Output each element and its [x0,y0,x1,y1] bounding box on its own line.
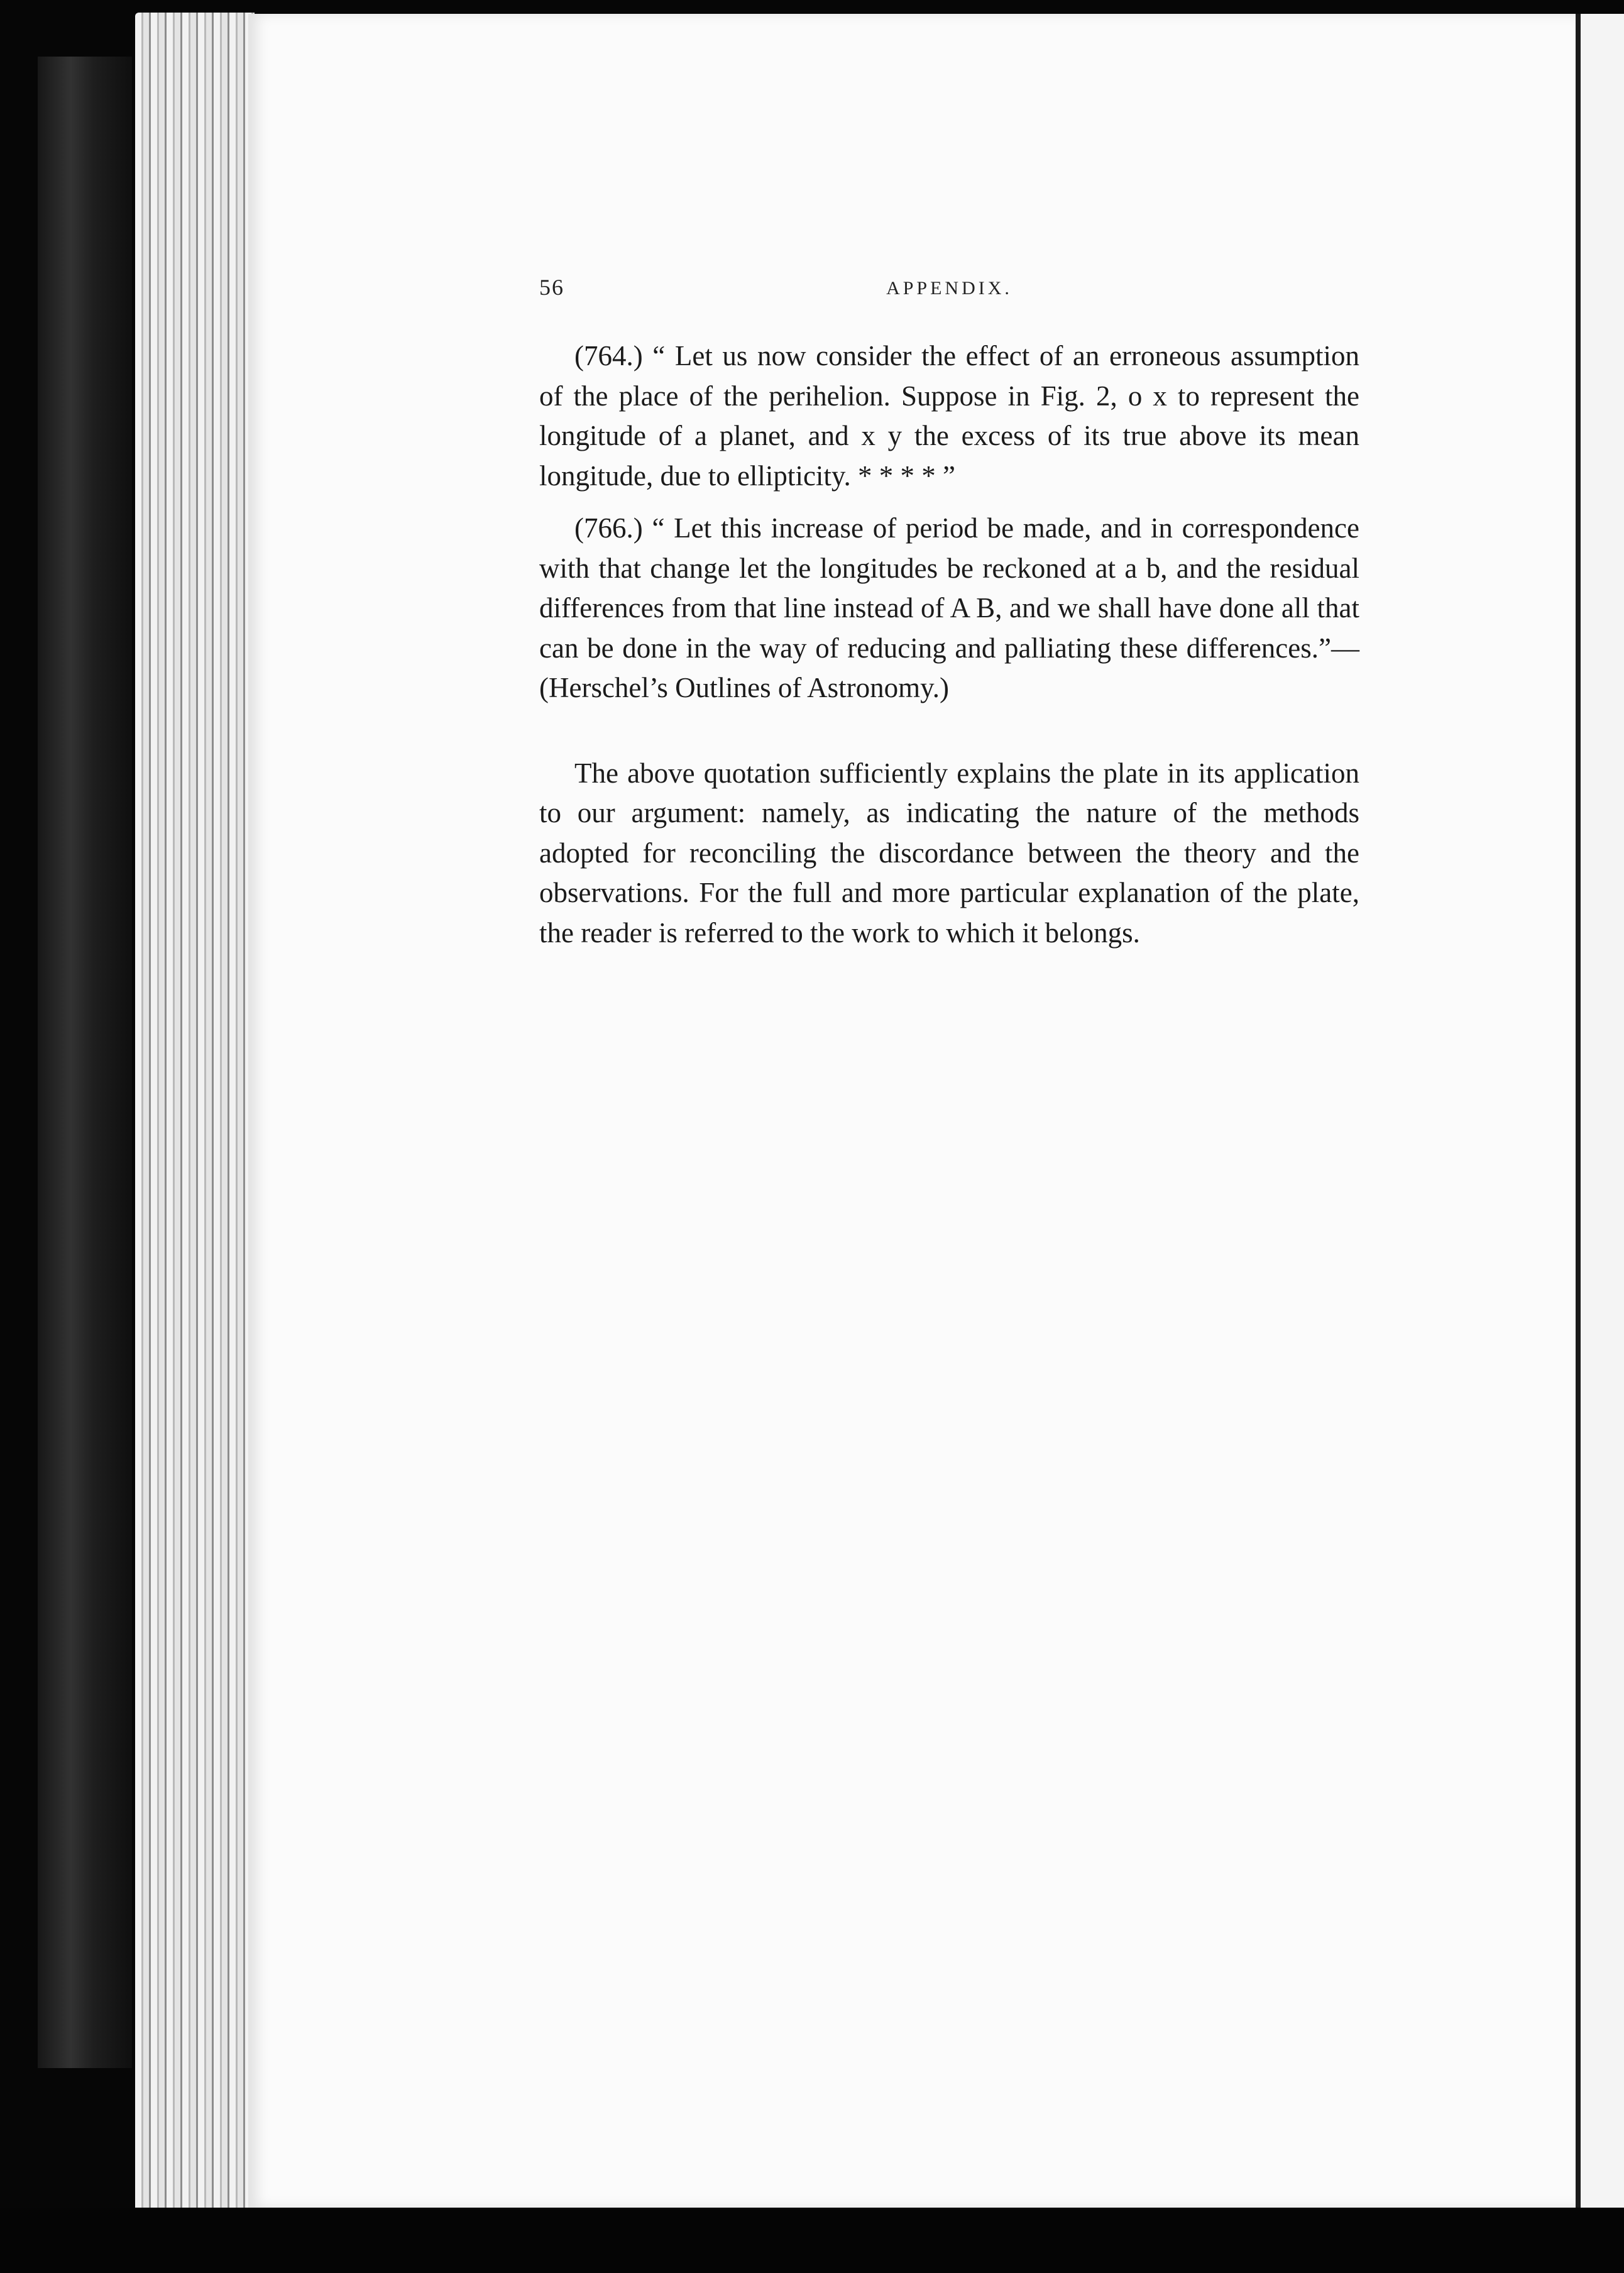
page-gutter [1576,14,1581,2208]
running-head: APPENDIX. [886,278,1012,299]
scan-background [0,2208,1624,2273]
paragraph-766: (766.) “ Let this increase of period be made, and in correspondence with that change let the longitudes be reckoned at a b, and the residual differences from that line instead of A B, and we shall have done all that can be done in the way of reducing and palliating these differences.”— (Herschel’s Outlines of Astronomy.) [539,512,1359,703]
facing-page-edge [1581,14,1624,2208]
page-number: 56 [539,275,564,300]
page-header [539,274,1359,312]
page-stack-edge [135,13,255,2213]
body-text [539,336,1359,953]
paragraph-764: (764.) “ Let us now consider the effect of an erroneous assumption of the place of the perihelion. Suppose in Fig. 2, o x to represent the longitude of a planet, and x y the excess of its true above its mean longitude, due to ellipticity. * * * * ” [539,340,1359,492]
paragraph-explanation: The above quotation sufficiently explains the plate in its application to our argument: namely, as indicating the nature of the methods adopted for reconciling the discordance between the theory and the observations. For the full and more particular explanation of the plate, the reader is referred to the work to which it belongs. [539,757,1359,949]
book-binding-edge [38,57,132,2068]
